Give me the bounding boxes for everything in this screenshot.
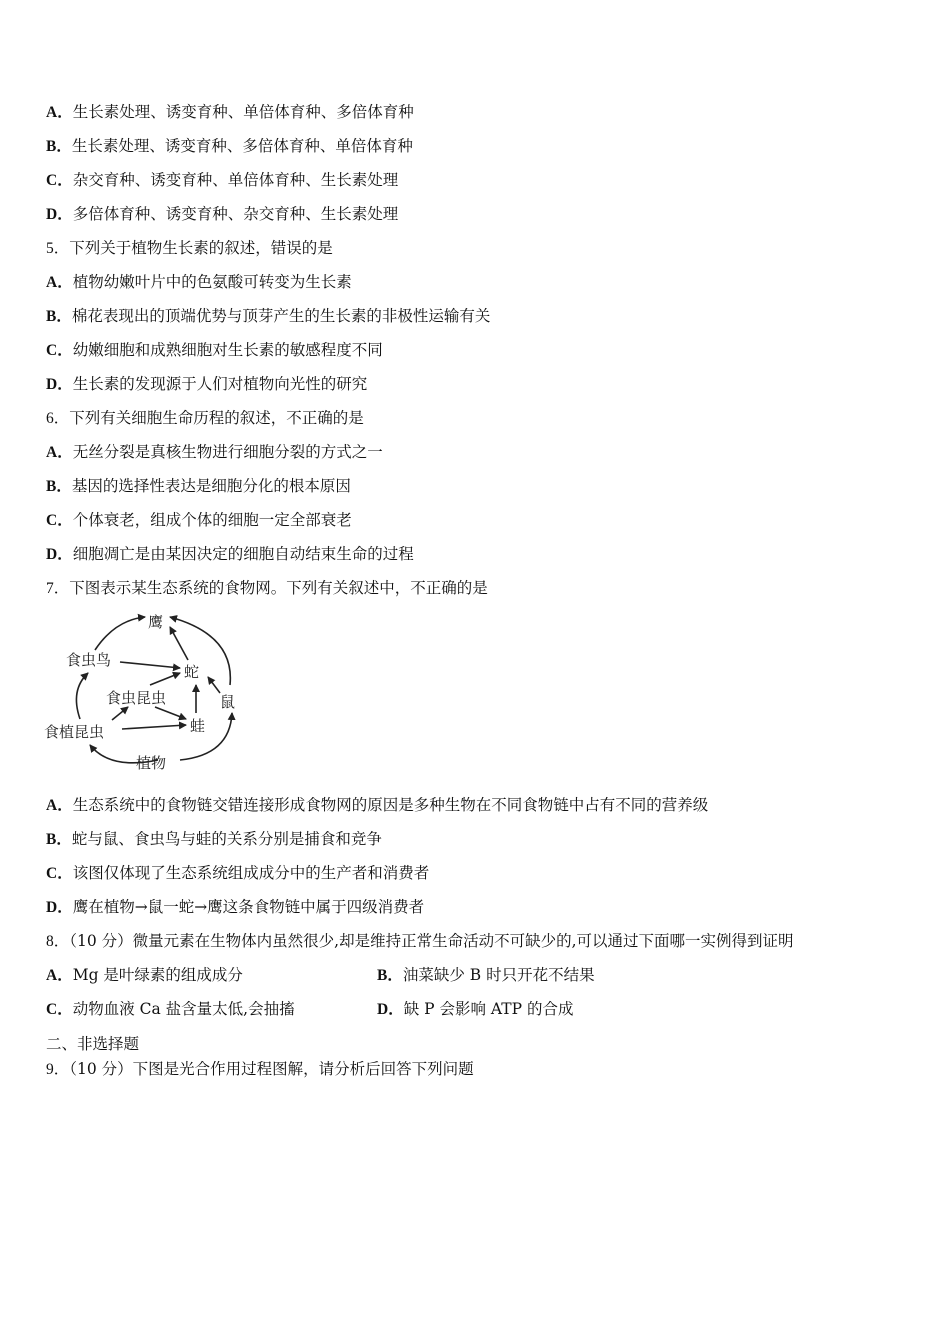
q5-stem: 5．下列关于植物生长素的叙述，错误的是 [46, 239, 333, 257]
food-web-diagram [40, 605, 250, 780]
q9-stem: 9．（10 分）下图是光合作用过程图解，请分析后回答下列问题 [46, 1060, 474, 1078]
q4-option-c: C．杂交育种、诱变育种、单倍体育种、生长素处理 [46, 171, 399, 189]
q4-option-a: A．生长素处理、诱变育种、单倍体育种、多倍体育种 [46, 103, 414, 121]
q6-option-c: C．个体衰老，组成个体的细胞一定全部衰老 [46, 511, 352, 529]
q7-option-d: D．鹰在植物→鼠一蛇→鹰这条食物链中属于四级消费者 [46, 898, 425, 916]
q6-option-d: D．细胞凋亡是由某因决定的细胞自动结束生命的过程 [46, 545, 414, 563]
arrow-mouse-to-hawk [170, 617, 230, 685]
q8-option-c: C．动物血液 Ca 盐含量太低,会抽搐 [46, 1000, 295, 1018]
arrow-herb-insect-to-frog [122, 725, 186, 729]
q6-stem: 6．下列有关细胞生命历程的叙述，不正确的是 [46, 409, 364, 427]
node-insect: 食虫昆虫 [106, 689, 167, 707]
q7-option-c: C．该图仅体现了生态系统组成成分中的生产者和消费者 [46, 864, 430, 882]
arrow-bird-to-hawk [95, 617, 145, 650]
arrow-herb-insect-to-bird [76, 673, 88, 719]
q5-option-b: B．棉花表现出的顶端优势与顶芽产生的生长素的非极性运输有关 [46, 307, 491, 325]
q4-option-d: D．多倍体育种、诱变育种、杂交育种、生长素处理 [46, 205, 399, 223]
node-bird: 食虫鸟 [66, 651, 112, 669]
q7-option-b: B．蛇与鼠、食虫鸟与蛙的关系分别是捕食和竞争 [46, 830, 382, 848]
q8-stem: 8．（10 分）微量元素在生物体内虽然很少,却是维持正常生命活动不可缺少的,可以通过下面哪一实例得到证明 [46, 932, 794, 950]
q4-option-b: B．生长素处理、诱变育种、多倍体育种、单倍体育种 [46, 137, 413, 155]
node-mouse: 鼠 [220, 693, 236, 711]
q5-option-d: D．生长素的发现源于人们对植物向光性的研究 [46, 375, 368, 393]
q6-option-a: A．无丝分裂是真核生物进行细胞分裂的方式之一 [46, 443, 383, 461]
q8-option-d: D．缺 P 会影响 ATP 的合成 [377, 1000, 574, 1018]
arrow-plant-to-mouse [180, 713, 232, 760]
arrow-bird-to-snake [120, 662, 180, 668]
q6-option-b: B．基因的选择性表达是细胞分化的根本原因 [46, 477, 351, 495]
q8-option-b: B．油菜缺少 B 时只开花不结果 [377, 966, 595, 984]
q8-option-a: A．Mg 是叶绿素的组成成分 [46, 966, 243, 984]
node-hawk: 鹰 [148, 613, 164, 631]
q7-stem: 7．下图表示某生态系统的食物网。下列有关叙述中，不正确的是 [46, 579, 488, 597]
arrow-insect-to-frog [155, 707, 186, 719]
node-frog: 蛙 [190, 717, 206, 735]
node-herb-insect: 食植昆虫 [44, 723, 105, 741]
arrow-insect-to-snake [150, 673, 180, 685]
arrow-mouse-to-snake [208, 677, 220, 693]
q5-option-a: A．植物幼嫩叶片中的色氨酸可转变为生长素 [46, 273, 352, 291]
q7-option-a: A．生态系统中的食物链交错连接形成食物网的原因是多种生物在不同食物链中占有不同的营养级 [46, 796, 709, 814]
q5-option-c: C．幼嫩细胞和成熟细胞对生长素的敏感程度不同 [46, 341, 383, 359]
arrow-snake-to-hawk [170, 627, 188, 660]
node-snake: 蛇 [184, 663, 200, 681]
section-heading: 二、非选择题 [46, 1035, 140, 1053]
arrow-herb-insect-to-insect [112, 707, 128, 720]
node-plant: 植物 [136, 754, 167, 772]
